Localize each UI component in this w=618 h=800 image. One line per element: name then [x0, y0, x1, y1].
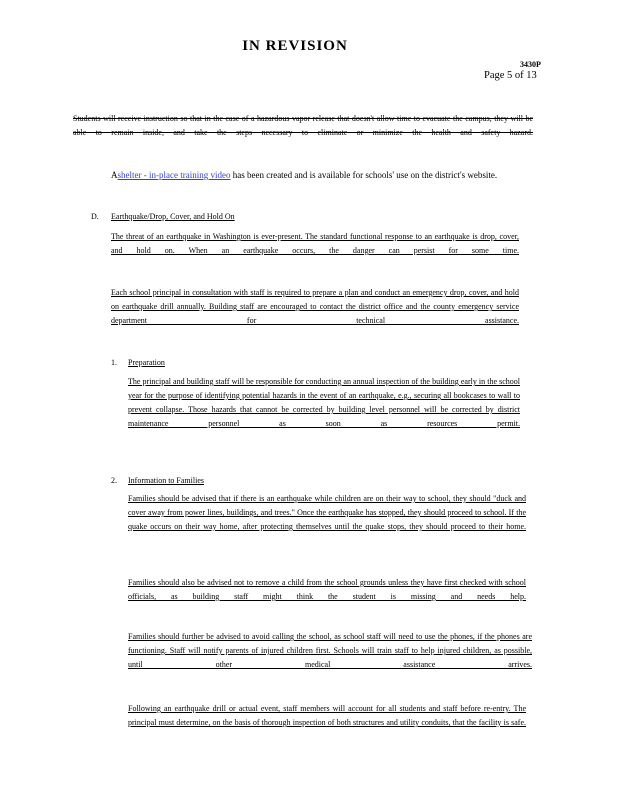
families-paragraph-1: Families should be advised that if there is an earthquake while children are on their way to school, they should "duck and cover away from power lines, buildings, and trees." Once the earthquake has stopped, they should proceed to school. If the quake occurs on their way home, after protecting themselves until the quake stops, they should proceed to their home. [128, 494, 526, 531]
subsection-1-heading: Preparation [128, 358, 165, 367]
shelter-video-link[interactable]: shelter - in-place training video [117, 170, 231, 180]
section-d-letter: D. [91, 212, 99, 221]
subsection-2-number: 2. [111, 476, 117, 485]
policy-number: 3430P [520, 60, 541, 69]
section-d-paragraph-1: The threat of an earthquake in Washington is ever-present. The standard functional response to an earthquake is drop, cover, and hold on. When an earthquake occurs, the danger can persist for some time. [111, 232, 519, 255]
families-paragraph-2: Families should also be advised not to remove a child from the school grounds unless they have first checked with school officials, as building staff might think the student is missing and needs help. [128, 578, 526, 601]
families-paragraph-4: Following an earthquake drill or actual event, staff members will account for all students and staff before re-entry. The principal must determine, on the basis of thorough inspection of both structures and utility conduits, that the facility is safe. [128, 704, 526, 727]
document-title: IN REVISION [242, 38, 348, 54]
struck-paragraph: Students will receive instruction so that in the case of a hazardous vapor release that doesn't allow time to evacuate the campus, they will be able to remain inside, and take the steps necessary to eliminate or minimize the health and safety hazard. [73, 114, 533, 137]
subsection-1-paragraph: The principal and building staff will be responsible for conducting an annual inspection of the building early in the school year for the purpose of identifying potential hazards in the event of an earthquake, e.g., securing all bookcases to wall to prevent collapse. Those hazards that cannot be corrected by building level personnel will be corrected by district maintenance personnel as soon as resources permit. [128, 377, 520, 428]
section-d-paragraph-2: Each school principal in consultation with staff is required to prepare a plan and conduct an emergency drop, cover, and hold on earthquake drill annually. Building staff are encouraged to contact the district office and the county emergency service department for technical assistance. [111, 288, 519, 325]
shelter-note-suffix: has been created and is available for schools' use on the district's website. [232, 170, 498, 180]
section-d-heading: Earthquake/Drop, Cover, and Hold On [111, 212, 235, 221]
shelter-note-prefix: A [111, 170, 118, 180]
families-paragraph-3: Families should further be advised to avoid calling the school, as school staff will need to use the phones, if the phones are functioning. Staff will notify parents of injured children first. Schools will train staff to help injured children, as possible, until other medical assistance arrives. [128, 632, 532, 669]
subsection-2-heading: Information to Families [128, 476, 204, 485]
subsection-1-number: 1. [111, 358, 117, 367]
shelter-note [111, 168, 523, 182]
page-number: Page 5 of 13 [484, 70, 537, 81]
